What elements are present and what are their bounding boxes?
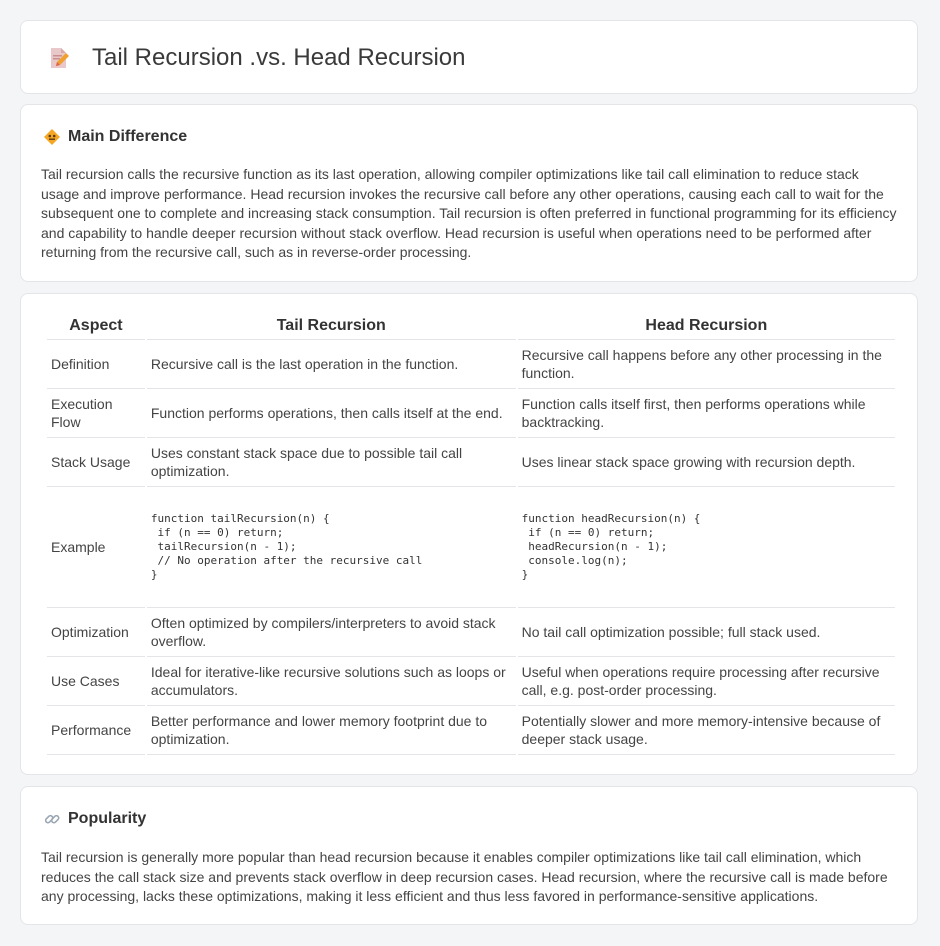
header-card [20,20,918,94]
header-head-recursion: Head Recursion [518,313,895,340]
popularity-title: Popularity [68,810,147,827]
diamond-sign-icon [43,128,61,146]
table-row [47,487,895,608]
table-row [47,706,895,755]
row-aspect: Execution Flow [47,389,145,438]
tail-code-block: function tailRecursion(n) { if (n == 0) return; tailRecursion(n - 1); // No operation after the recursive call } [150,512,423,581]
row-head-code [518,487,895,608]
row-aspect: Example [47,487,145,608]
row-aspect: Use Cases [47,657,145,706]
row-tail: Better performance and lower memory footprint due to optimization. [147,706,516,755]
row-tail: Ideal for iterative-like recursive solutions such as loops or accumulators. [147,657,516,706]
table-row [47,389,895,438]
row-aspect: Performance [47,706,145,755]
header-aspect: Aspect [47,313,145,340]
row-aspect: Optimization [47,608,145,657]
main-difference-text: Tail recursion calls the recursive function as its last operation, allowing compiler optimizations like tail call elimination to reduce stack usage and improve performance. Head recursion invokes the recursive call before any other operations, causing each call to wait for the subsequent one to complete and increasing stack consumption. Tail recursion is often preferred in functional programming for its efficiency and capability to handle deeper recursion without stack overflow. Head recursion is useful when operations need to be performed after returning from the recursive call, such as in reverse-order processing. [41,166,897,260]
main-difference-header [43,127,187,147]
row-tail: Uses constant stack space due to possible tail call optimization. [147,438,516,487]
row-head: Function calls itself first, then performs operations while backtracking. [518,389,895,438]
main-difference-title: Main Difference [68,128,188,145]
row-aspect: Stack Usage [47,438,145,487]
main-difference-card [20,104,918,282]
row-tail: Often optimized by compilers/interpreters to avoid stack overflow. [147,608,516,657]
row-tail-code [147,487,516,608]
table-header-row [47,313,895,340]
document-pencil-icon [47,46,71,70]
row-head: Recursive call happens before any other processing in the function. [518,340,895,389]
popularity-text: Tail recursion is generally more popular than head recursion because it enables compiler optimizations like tail call elimination, which reduces the call stack size and prevents stack overflow in deep recursion cases. Head recursion, where the recursive call is made before any processing, lacks these optimizations, making it less efficient and thus less favored in performance-sensitive applications. [41,849,888,904]
comparison-card [20,293,918,775]
table-row [47,608,895,657]
head-code-block: function headRecursion(n) { if (n == 0) return; headRecursion(n - 1); console.log(n); } [521,512,701,581]
table-row [47,657,895,706]
row-head: Useful when operations require processing after recursive call, e.g. post-order processing. [518,657,895,706]
row-tail: Function performs operations, then calls itself at the end. [147,389,516,438]
comparison-table [45,313,897,755]
row-tail: Recursive call is the last operation in the function. [147,340,516,389]
row-head: Potentially slower and more memory-intensive because of deeper stack usage. [518,706,895,755]
popularity-card [20,786,918,925]
row-aspect: Definition [47,340,145,389]
row-head: Uses linear stack space growing with recursion depth. [518,438,895,487]
header-tail-recursion: Tail Recursion [147,313,516,340]
popularity-header [43,809,146,829]
link-icon [43,810,61,828]
table-row [47,438,895,487]
table-row [47,340,895,389]
row-head: No tail call optimization possible; full stack used. [518,608,895,657]
page-title: Tail Recursion .vs. Head Recursion [92,44,466,71]
